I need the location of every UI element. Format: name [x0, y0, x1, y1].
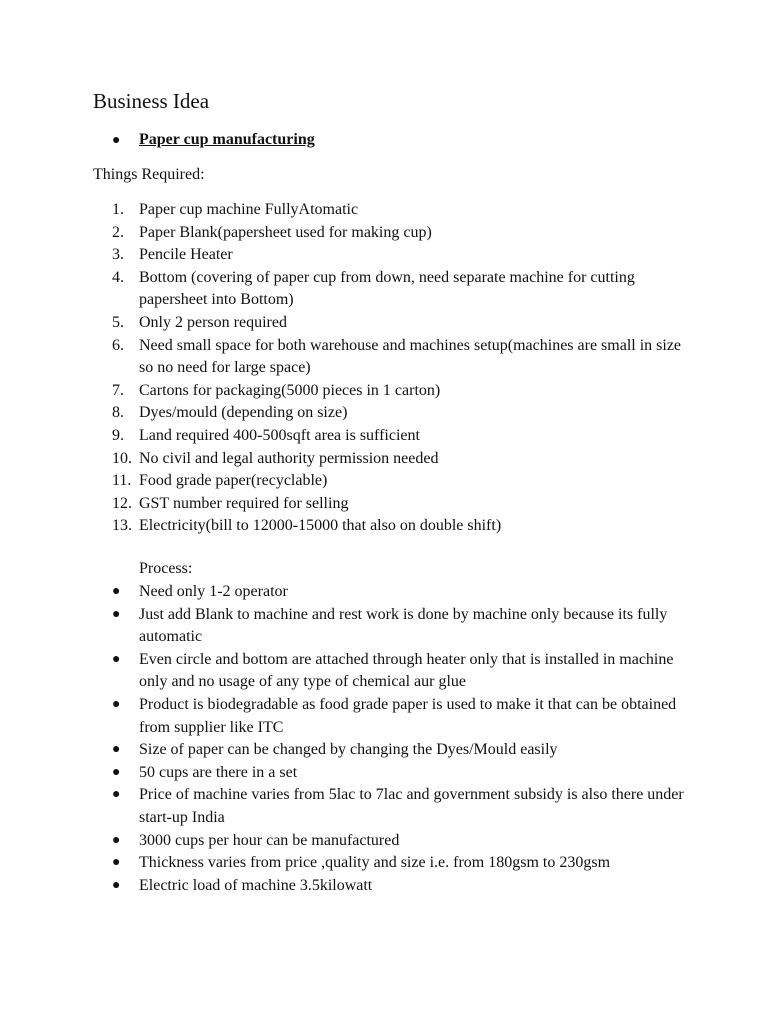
bullet-dot-icon: ●	[112, 606, 121, 622]
list-text: Need only 1-2 operator	[139, 583, 288, 600]
list-item	[112, 762, 692, 785]
list-item	[112, 448, 692, 471]
bullet-dot-icon: ●	[112, 855, 121, 871]
heading-bullet-item	[112, 129, 315, 153]
list-text: Need small space for both warehouse and machines setup(machines are small in size so no need for large space)	[139, 336, 682, 377]
list-text: Electricity(bill to 12000-15000 that also on double shift)	[139, 517, 502, 535]
list-item	[112, 649, 692, 694]
list-text: Electric load of machine 3.5kilowatt	[139, 876, 373, 894]
list-number: 10.	[112, 449, 132, 467]
document-title: Business Idea	[93, 89, 210, 113]
list-item	[112, 267, 692, 312]
list-text: Price of machine varies from 5lac to 7lac and government subsidy is also there under start-up India	[139, 786, 684, 826]
bullet-dot-icon: ●	[112, 764, 121, 780]
list-text: Food grade paper(recyclable)	[139, 472, 328, 490]
list-item	[112, 244, 692, 267]
list-text: Even circle and bottom are attached through heater only that is installed in machine only and no usage of any type of chemical aur glue	[139, 650, 674, 691]
list-number: 7.	[112, 381, 124, 399]
list-number: 13.	[112, 517, 132, 535]
list-number: 11.	[112, 472, 132, 490]
list-item	[112, 380, 692, 403]
list-item	[112, 335, 692, 380]
list-text: Only 2 person required	[139, 313, 287, 331]
list-text: Land required 400-500sqft area is sufficient	[139, 426, 420, 444]
things-required-list	[112, 199, 692, 538]
list-number: 5.	[112, 313, 124, 331]
list-number: 3.	[112, 246, 124, 264]
list-number: 6.	[112, 336, 124, 354]
bullet-dot-icon: ●	[112, 877, 121, 893]
list-text: 3000 cups per hour can be manufactured	[139, 831, 400, 849]
list-item	[112, 402, 692, 425]
list-item	[112, 830, 692, 853]
list-item	[112, 604, 692, 649]
list-text: Pencile Heater	[139, 246, 233, 264]
bullet-dot-icon: ●	[112, 787, 121, 803]
bullet-dot-icon: ●	[112, 651, 121, 667]
things-required-label: Things Required:	[93, 166, 205, 183]
list-item	[112, 222, 692, 245]
list-item	[112, 581, 692, 604]
list-item	[112, 875, 692, 898]
bullet-dot-icon: ●	[112, 696, 121, 712]
list-item	[112, 739, 692, 762]
process-list	[112, 581, 692, 897]
list-item	[112, 199, 692, 222]
list-number: 1.	[112, 201, 124, 218]
list-text: Cartons for packaging(5000 pieces in 1 carton)	[139, 381, 441, 399]
list-item	[112, 425, 692, 448]
list-text: Paper Blank(papersheet used for making cup)	[139, 223, 432, 241]
list-number: 12.	[112, 494, 132, 512]
list-item	[112, 470, 692, 493]
list-number: 9.	[112, 426, 124, 444]
list-text: Product is biodegradable as food grade paper is used to make it that can be obtained from supplier like ITC	[139, 695, 677, 736]
bullet-dot-icon: ●	[112, 742, 121, 758]
bullet-dot-icon: ●	[112, 832, 121, 848]
process-label: Process:	[139, 560, 193, 577]
list-item	[112, 312, 692, 335]
list-item	[112, 784, 692, 829]
list-text: GST number required for selling	[139, 494, 349, 512]
list-text: Dyes/mould (depending on size)	[139, 404, 348, 422]
list-item	[112, 852, 692, 875]
list-text: 50 cups are there in a set	[139, 763, 298, 781]
list-text: Paper cup machine FullyAtomatic	[139, 201, 359, 218]
list-text: Just add Blank to machine and rest work is done by machine only because its fully automatic	[139, 605, 668, 646]
bullet-dot-icon: ●	[112, 584, 121, 599]
list-text: Thickness varies from price ,quality and size i.e. from 180gsm to 230gsm	[139, 854, 611, 872]
list-number: 8.	[112, 404, 124, 422]
list-item	[112, 515, 692, 538]
list-number: 4.	[112, 268, 124, 286]
bullet-dot-icon: ●	[112, 133, 121, 148]
list-item	[112, 493, 692, 516]
list-text: No civil and legal authority permission needed	[139, 449, 439, 467]
list-text: Bottom (covering of paper cup from down, need separate machine for cutting papersheet into Bottom)	[139, 268, 635, 309]
list-text: Size of paper can be changed by changing the Dyes/Mould easily	[139, 741, 558, 759]
list-item	[112, 694, 692, 739]
heading-bullet-text: Paper cup manufacturing	[139, 131, 315, 148]
list-number: 2.	[112, 223, 124, 241]
